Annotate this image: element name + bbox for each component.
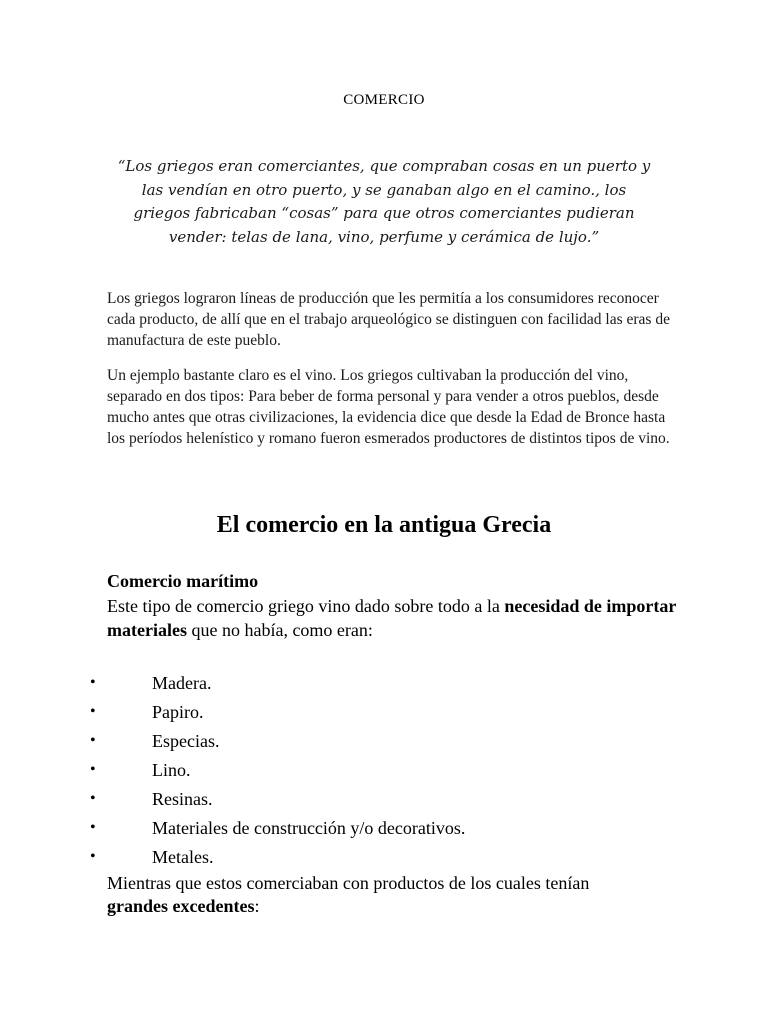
main-heading: El comercio en la antigua Grecia [216, 512, 552, 538]
quote-block: “Los griegos eran comerciantes, que compraban cosas en un puerto y las vendían en otro puerto, y se ganaban algo en el camino., los griegos fabricaban “cosas” para que otros comerciantes pudieran vender: telas de lana, vino, perfume y cerámica de lujo.” [117, 157, 651, 246]
bullet-icon: • [90, 703, 96, 720]
bullet-icon: • [90, 819, 96, 836]
list-item-text: Madera. [152, 673, 212, 693]
list-item-text: Materiales de construcción y/o decorativos. [152, 818, 466, 838]
bullet-icon: • [90, 674, 96, 691]
closing-text-1: Mientras que estos comerciaban con productos de los cuales tenían [107, 873, 590, 893]
list-item-text: Papiro. [152, 702, 204, 722]
bullet-icon: • [90, 732, 96, 749]
intro-text-2: que no había, como eran: [186, 620, 373, 640]
intro-paragraph [107, 594, 677, 642]
sub-heading: Comercio marítimo [107, 571, 259, 591]
closing-paragraph [107, 872, 627, 918]
paragraph-wine-example: Un ejemplo bastante claro es el vino. Los griegos cultivaban la producción del vino, separado en dos tipos: Para beber de forma personal y para vender a otros pueblos, desde mucho antes que otras civilizaciones, la evidencia dice que desde la Edad de Bronce hasta los períodos helenístico y romano fueron esmerados productores de distintos tipos de vino. [107, 367, 670, 447]
list-item-text: Resinas. [152, 789, 213, 809]
intro-text-1: Este tipo de comercio griego vino dado sobre todo a la [107, 596, 505, 616]
section-label: COMERCIO [343, 92, 425, 108]
closing-text-2: : [254, 896, 260, 916]
intro-bold-text: necesidad de importar materiales [107, 596, 677, 640]
list-item-text: Metales. [152, 847, 214, 867]
list-item-text: Lino. [152, 760, 191, 780]
bullet-icon: • [90, 790, 96, 807]
bullet-icon: • [90, 761, 96, 778]
list-item-text: Especias. [152, 731, 220, 751]
paragraph-production-lines: Los griegos lograron líneas de producción que les permitía a los consumidores reconocer cada producto, de allí que en el trabajo arqueológico se distinguen con facilidad las eras de manufactura de este pueblo. [107, 290, 670, 349]
bullet-icon: • [90, 848, 96, 865]
closing-bold-text: grandes excedentes [107, 896, 255, 916]
